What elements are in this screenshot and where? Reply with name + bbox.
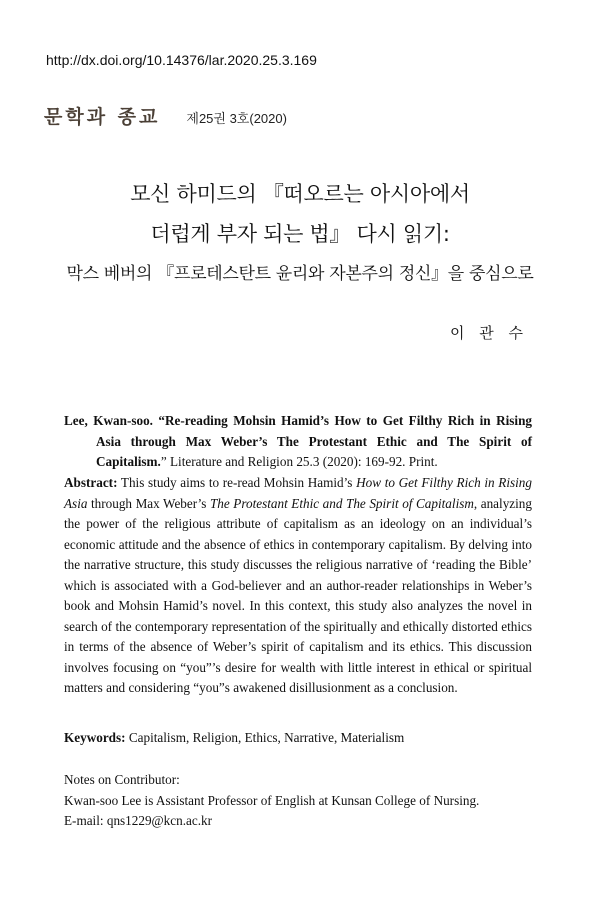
abstract-italic-2: The Protestant Ethic and The Spirit of Capitalism xyxy=(209,495,474,511)
notes-email[interactable]: E-mail: qns1229@kcn.ac.kr xyxy=(64,813,213,828)
citation xyxy=(64,411,532,473)
keywords xyxy=(64,728,532,749)
doi-link[interactable]: http://dx.doi.org/10.14376/lar.2020.25.3.169 xyxy=(46,52,317,68)
title-line-1: 모신 하미드의 『떠오르는 아시아에서 xyxy=(130,182,470,206)
title-line-2: 더럽게 부자 되는 법』 다시 읽기: xyxy=(150,222,450,246)
abstract-text-2: through Max Weber’s xyxy=(87,495,210,511)
abstract-italic-1: How to Get Filthy Rich in Rising Asia xyxy=(64,475,532,511)
abstract xyxy=(64,473,532,699)
subtitle: 막스 베버의 『프로테스탄트 윤리와 자본주의 정신』을 중심으로 xyxy=(66,264,534,284)
citation-rest: ” Literature and Religion 25.3 (2020): 169-92. Print. xyxy=(160,454,438,469)
notes-heading: Notes on Contributor: xyxy=(64,772,180,787)
keywords-text: Capitalism, Religion, Ethics, Narrative, Materialism xyxy=(125,730,405,745)
notes-line-1: Kwan-soo Lee is Assistant Professor of English at Kunsan College of Nursing. xyxy=(64,792,480,808)
abstract-label: Abstract: xyxy=(64,475,118,490)
keywords-label: Keywords: xyxy=(64,730,126,745)
journal-volume: 제25권 3호(2020) xyxy=(186,111,287,126)
journal-header xyxy=(44,102,287,129)
author-name: 이 관 수 xyxy=(449,324,528,342)
contributor-notes xyxy=(64,770,532,832)
journal-logo: 문학과 종교 xyxy=(44,106,161,128)
abstract-text-1: This study aims to re-read Mohsin Hamid’s xyxy=(117,475,357,490)
citation-bold: Lee, Kwan-soo. “Re-reading Mohsin Hamid’s How to Get Filthy Rich in Rising Asia through Max Weber’s The Protestant Ethic and The Spirit of Capitalism. xyxy=(64,413,532,469)
abstract-text-3: , analyzing the power of the religious attribute of capitalism as an ideology on an individual’s economic attitude and the absence of ethics in contemporary capitalism. By delving into the narrative structure, this study discusses the religious narrative of ‘reading the Bible’ which is associated with a God-believer and an author-reader relationships in Weber’s book and Mohsin Hamid’s novel. In this context, this study also analyzes the novel in search of the contemporary representation of the spiritually and ethically distorted ethics in terms of the absence of Weber’s spirit of capitalism and its ethics. This discussion involves focusing on “you”’s desire for wealth with little interest in ethical or spiritual matters and considering “you”s awakened disillusionment as a conclusion. xyxy=(64,495,532,695)
